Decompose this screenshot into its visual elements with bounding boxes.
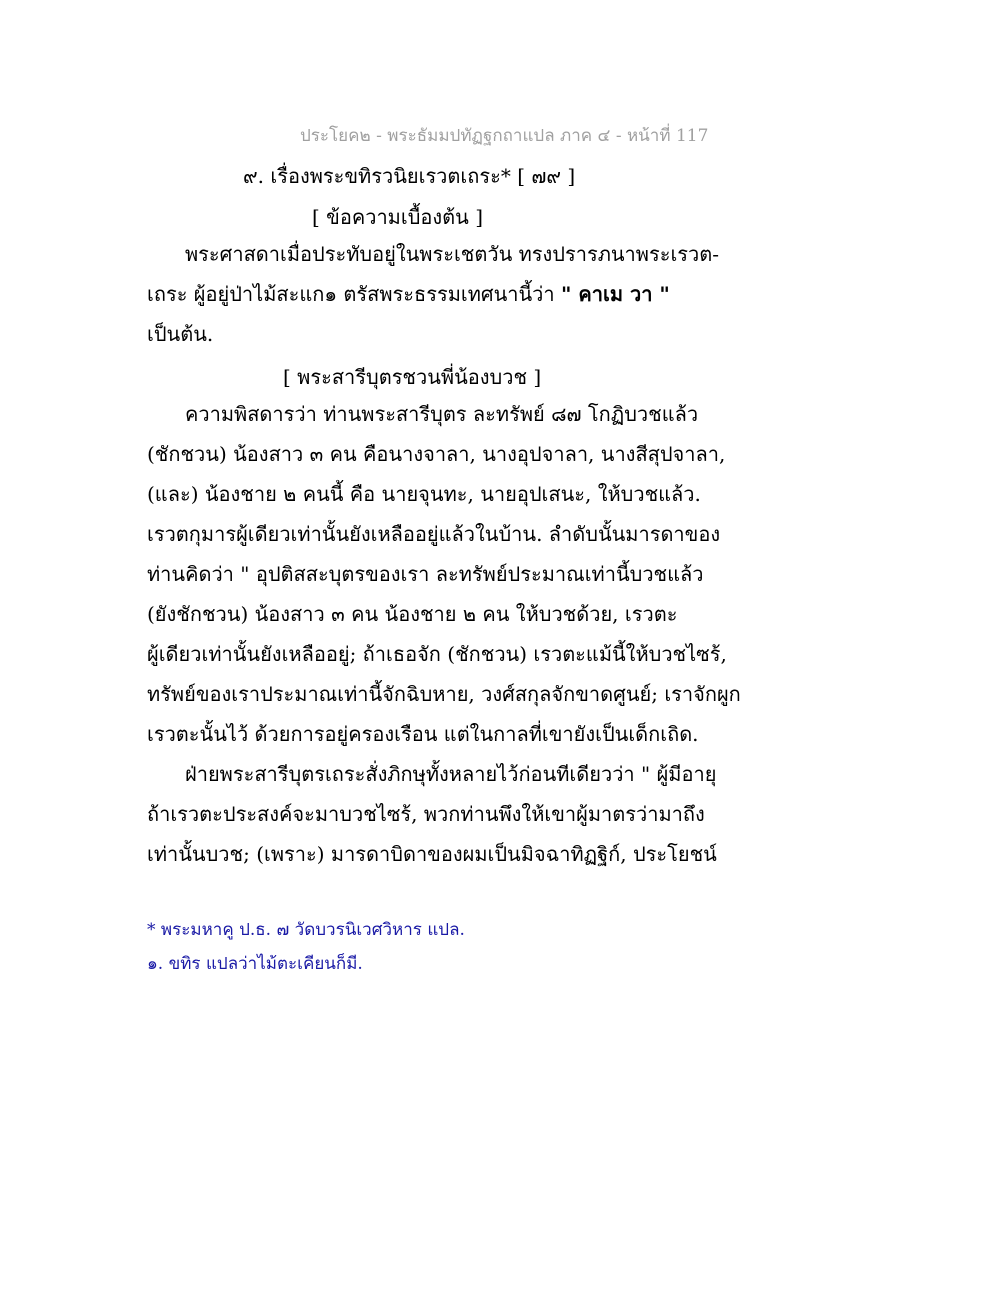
text-line: (ชักชวน) น้องสาว ๓ คน คือนางจาลา, นางอุปจาลา, นางสีสุปจาลา, bbox=[147, 442, 726, 466]
text-line: พระศาสดาเมื่อประทับอยู่ในพระเชตวัน ทรงปรารภนาพระเรวต- bbox=[185, 242, 720, 266]
text-line: ถ้าเรวตะประสงค์จะมาบวชไซร้, พวกท่านพึงให้เขาผู้มาตรว่ามาถึง bbox=[147, 802, 705, 826]
story-title: ๙. เรื่องพระขทิรวนิยเรวตเถระ* [ ๗๙ ] bbox=[243, 164, 576, 188]
text-line bbox=[147, 274, 707, 314]
text-line: ความพิสดารว่า ท่านพระสารีบุตร ละทรัพย์ ๘๗ โกฏิบวชแล้ว bbox=[185, 402, 699, 426]
footnote-khadira: ๑. ขทิร แปลว่าไม้ตะเคียนก็มี. bbox=[147, 954, 363, 974]
paragraph-instruction bbox=[147, 754, 717, 874]
text-line-start: เถระ ผู้อยู่ป่าไม้สะแก๑ ตรัสพระธรรมเทศนานี้ว่า bbox=[147, 282, 561, 306]
section-heading-sariputta: [ พระสารีบุตรชวนพี่น้องบวช ] bbox=[283, 365, 542, 389]
text-line: ฝ่ายพระสารีบุตรเถระสั่งภิกษุทั้งหลายไว้ก่อนทีเดียวว่า " ผู้มีอายุ bbox=[185, 762, 717, 786]
text-line: เรวตะนั้นไว้ ด้วยการอยู่ครองเรือน แต่ในกาลที่เขายังเป็นเด็กเถิด. bbox=[147, 722, 699, 746]
text-line: ผู้เดียวเท่านั้นยังเหลืออยู่; ถ้าเธอจัก (ชักชวน) เรวตะแม้นี้ให้บวชไซร้, bbox=[147, 642, 727, 666]
text-line: (และ) น้องชาย ๒ คนนี้ คือ นายจุนทะ, นายอุปเสนะ, ให้บวชแล้ว. bbox=[147, 482, 701, 506]
text-line: เท่านั้นบวช; (เพราะ) มารดาบิดาของผมเป็นมิจฉาทิฏฐิก์, ประโยชน์ bbox=[147, 842, 717, 866]
text-line: ท่านคิดว่า " อุปติสสะบุตรของเรา ละทรัพย์ประมาณเท่านี้บวชแล้ว bbox=[147, 562, 704, 586]
section-heading-intro: [ ข้อความเบื้องต้น ] bbox=[312, 205, 483, 229]
text-line: ทรัพย์ของเราประมาณเท่านี้จักฉิบหาย, วงศ์สกุลจักขาดศูนย์; เราจักผูก bbox=[147, 682, 741, 706]
paragraph-intro bbox=[147, 234, 720, 354]
text-line: (ยังชักชวน) น้องสาว ๓ คน น้องชาย ๒ คน ให้บวชด้วย, เรวตะ bbox=[147, 602, 678, 626]
paragraph-sariputta bbox=[147, 394, 741, 754]
running-header: ประโยค๒ - พระธัมมปทัฏฐกถาแปล ภาค ๔ - หน้าที่ 117 bbox=[300, 126, 709, 146]
text-line: เรวตกุมารผู้เดียวเท่านั้นยังเหลืออยู่แล้วในบ้าน. ลำดับนั้นมารดาของ bbox=[147, 522, 721, 546]
footnotes bbox=[147, 913, 707, 981]
text-line: เป็นต้น. bbox=[147, 322, 214, 346]
verse-quote: " คาเม วา " bbox=[561, 282, 670, 306]
footnote-translator: * พระมหาคู ป.ธ. ๗ วัดบวรนิเวศวิหาร แปล. bbox=[147, 920, 465, 940]
